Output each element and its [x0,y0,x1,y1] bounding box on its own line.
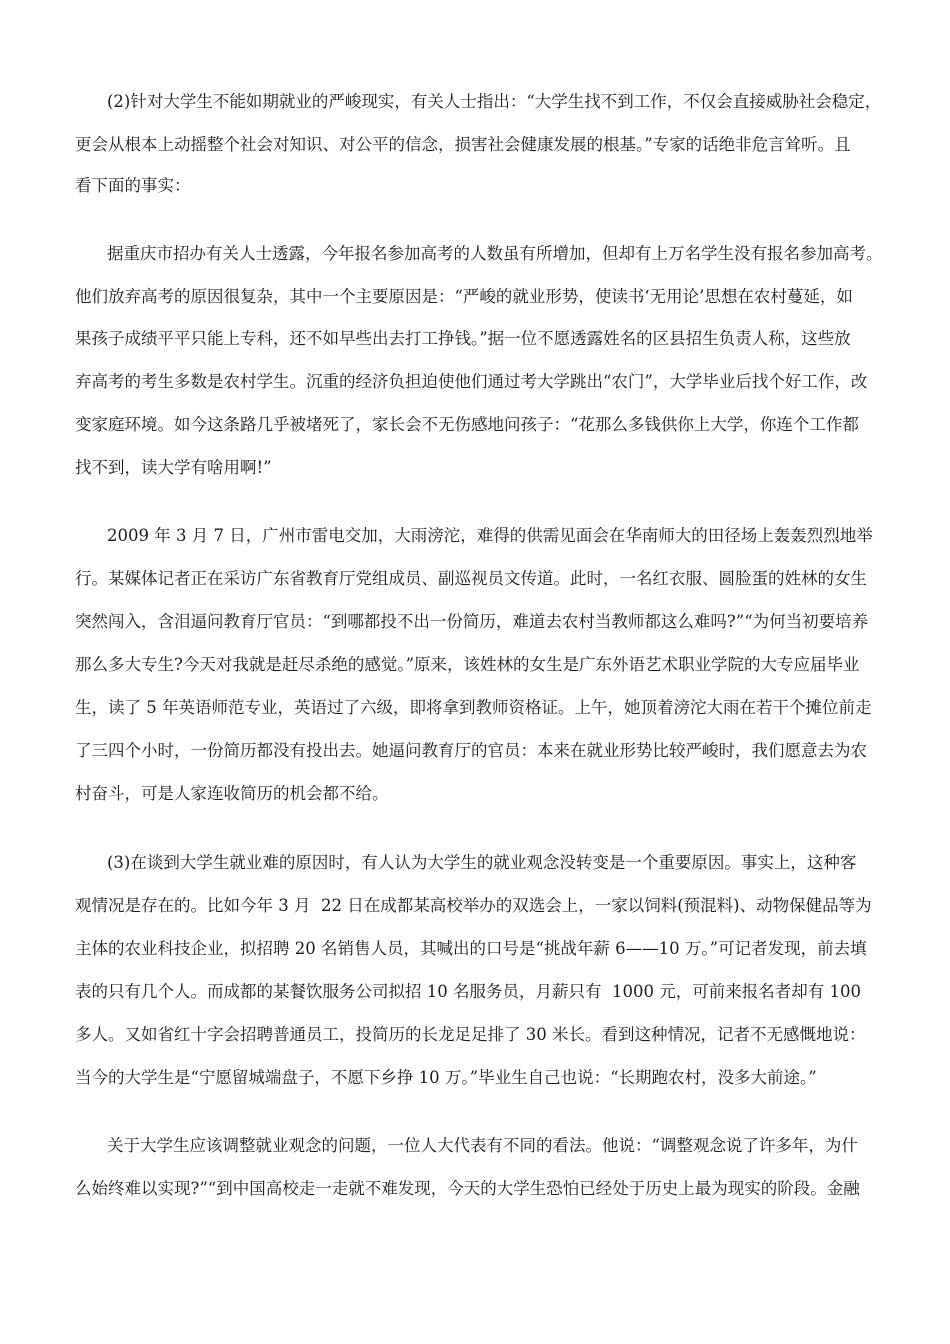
text-line: 当今的大学生是“宁愿留城端盘子，不愿下乡挣 10 万。”毕业生自己也说：“长期跑农村，没多大前途。” [75,1068,817,1087]
text-line: 看下面的事实： [75,176,191,195]
text-line: (2)针对大学生不能如期就业的严峻现实，有关人士指出：“大学生找不到工作，不仅会直接威胁社会稳定， [107,92,882,111]
text-line: 主体的农业科技企业，拟招聘 20 名销售人员，其喊出的口号是“挑战年薪 6——10 万。”可记者发现，前去填 [75,939,867,958]
text-line: 变家庭环境。如今这条路几乎被堵死了，家长会不无伤感地问孩子：“花那么多钱供你上大学，你连个工作都 [75,415,859,434]
text-line: 观情况是存在的。比如今年 3 月 22 日在成都某高校举办的双选会上，一家以饲料(预混料)、动物保健品等为 [75,896,872,915]
text-line: 行。某媒体记者正在采访广东省教育厅党组成员、副巡视员文传道。此时，一名红衣服、圆脸蛋的姓林的女生 [75,569,867,588]
text-line: 生，读了 5 年英语师范专业，英语过了六级，即将拿到教师资格证。上午，她顶着滂沱大雨在若干个摊位前走 [75,698,872,717]
text-line: 村奋斗，可是人家连收简历的机会都不给。 [75,784,389,803]
text-line: 弃高考的考生多数是农村学生。沉重的经济负担迫使他们通过考大学跳出“农门”，大学毕业后找个好工作，改 [75,372,868,391]
text-line: 找不到，读大学有啥用啊!” [75,458,272,477]
text-line: 了三四个小时，一份简历都没有投出去。她逼问教育厅的官员：本来在就业形势比较严峻时，我们愿意去为农 [75,741,867,760]
text-line: 表的只有几个人。而成都的某餐饮服务公司拟招 10 名服务员，月薪只有 1000 元，可前来报名者却有 100 [75,982,861,1001]
text-line: 更会从根本上动摇整个社会对知识、对公平的信念，损害社会健康发展的根基。”专家的话绝非危言耸听。且 [75,135,851,154]
text-line: 么始终难以实现?”“到中国高校走一走就不难发现，今天的大学生恐怕已经处于历史上最为现实的阶段。金融 [75,1179,860,1198]
text-line: 据重庆市招办有关人士透露，今年报名参加高考的人数虽有所增加，但却有上万名学生没有报名参加高考。 [107,244,883,263]
text-line: (3)在谈到大学生就业难的原因时，有人认为大学生的就业观念没转变是一个重要原因。事实上，这种客 [107,853,857,872]
text-line: 关于大学生应该调整就业观念的问题，一位人大代表有不同的看法。他说：“调整观念说了许多年，为什 [107,1136,858,1155]
text-line: 2009 年 3 月 7 日，广州市雷电交加，大雨滂沱，难得的供需见面会在华南师大的田径场上轰轰烈烈地举 [107,526,873,545]
text-line: 他们放弃高考的原因很复杂，其中一个主要原因是：“严峻的就业形势，使读书‘无用论’思想在农村蔓延，如 [75,287,853,306]
text-line: 那么多大专生?今天对我就是赶尽杀绝的感觉。”原来，该姓林的女生是广东外语艺术职业学院的大专应届毕业 [75,655,860,674]
text-line: 突然闯入，含泪逼问教育厅官员：“到哪都投不出一份简历，难道去农村当教师都这么难吗?”“为何当初要培养 [75,612,869,631]
text-line: 果孩子成绩平平只能上专科，还不如早些出去打工挣钱。”据一位不愿透露姓名的区县招生负责人称，这些放 [75,329,851,348]
text-line: 多人。又如省红十字会招聘普通员工，投简历的长龙足足排了 30 米长。看到这种情况，记者不无感慨地说： [75,1025,866,1044]
